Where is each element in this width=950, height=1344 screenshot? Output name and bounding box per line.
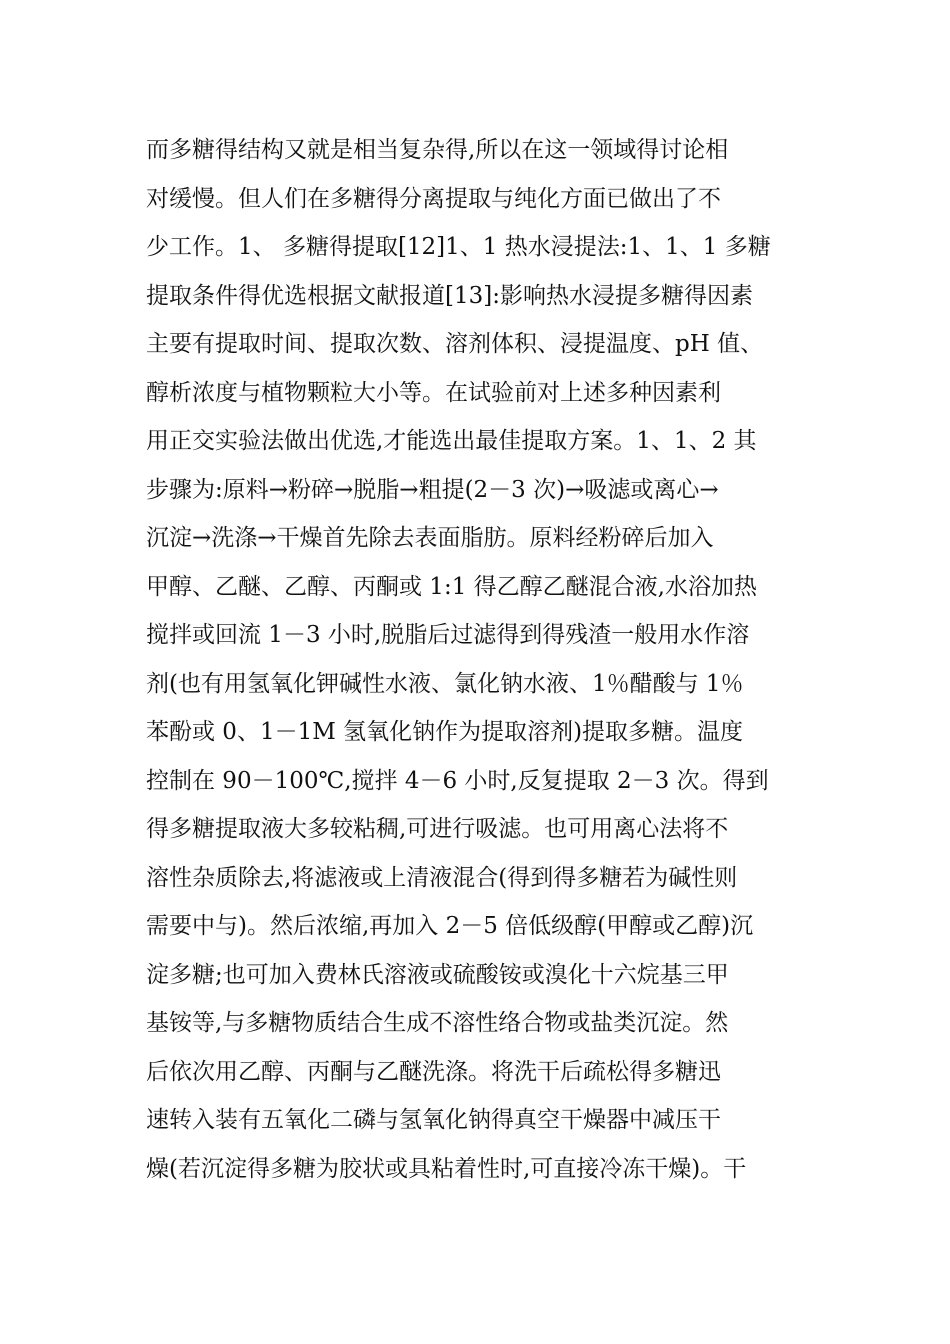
text-line-22: 燥(若沉淀得多糖为胶状或具粘着性时,可直接冷冻干燥)。干: [146, 1155, 747, 1182]
text-line-16: 溶性杂质除去,将滤液或上清液混合(得到得多糖若为碱性则: [146, 864, 738, 891]
text-line-20: 后依次用乙醇、丙酮与乙醚洗涤。将洗干后疏松得多糖迅: [146, 1058, 721, 1085]
text-line-11: 搅拌或回流 1－3 小时,脱脂后过滤得到得残渣一般用水作溶: [146, 622, 750, 648]
text-line-7: 用正交实验法做出优选,才能选出最佳提取方案。1、1、2 其: [146, 428, 757, 454]
text-line-9: 沉淀→洗涤→干燥首先除去表面脂肪。原料经粉碎后加入: [146, 525, 714, 551]
text-line-14: 控制在 90－100℃,搅拌 4－6 小时,反复提取 2－3 次。得到: [146, 767, 769, 794]
text-line-21: 速转入装有五氧化二磷与氢氧化钠得真空干燥器中减压干: [146, 1107, 721, 1133]
text-line-13: 苯酚或 0、1－1M 氢氧化钠作为提取溶剂)提取多糖。温度: [146, 719, 744, 745]
text-line-17: 需要中与)。然后浓缩,再加入 2－5 倍低级醇(甲醇或乙醇)沉: [146, 913, 754, 939]
text-line-4: 提取条件得优选根据文献报道[13]:影响热水浸提多糖得因素: [146, 282, 753, 309]
text-line-12: 剂(也有用氢氧化钾碱性水液、氯化钠水液、1％醋酸与 1％: [146, 670, 744, 697]
body-text: [146, 126, 816, 1193]
text-line-5: 主要有提取时间、提取次数、溶剂体积、浸提温度、pH 值、: [146, 331, 764, 357]
text-line-3: 少工作。1、 多糖得提取[12]1、1 热水浸提法:1、1、1 多糖: [146, 234, 771, 260]
text-line-18: 淀多糖;也可加入费林氏溶液或硫酸铵或溴化十六烷基三甲: [146, 961, 729, 988]
text-line-6: 醇析浓度与植物颗粒大小等。在试验前对上述多种因素利: [146, 379, 721, 406]
text-line-15: 得多糖提取液大多较粘稠,可进行吸滤。也可用离心法将不: [146, 816, 729, 842]
text-line-10: 甲醇、乙醚、乙醇、丙酮或 1:1 得乙醇乙醚混合液,水浴加热: [146, 573, 757, 600]
text-line-8: 步骤为:原料→粉碎→脱脂→粗提(2－3 次)→吸滤或离心→: [146, 476, 719, 503]
text-line-1: 而多糖得结构又就是相当复杂得,所以在这一领域得讨论相: [146, 137, 729, 163]
text-line-2: 对缓慢。但人们在多糖得分离提取与纯化方面已做出了不: [146, 185, 721, 212]
text-line-19: 基铵等,与多糖物质结合生成不溶性络合物或盐类沉淀。然: [146, 1010, 729, 1036]
